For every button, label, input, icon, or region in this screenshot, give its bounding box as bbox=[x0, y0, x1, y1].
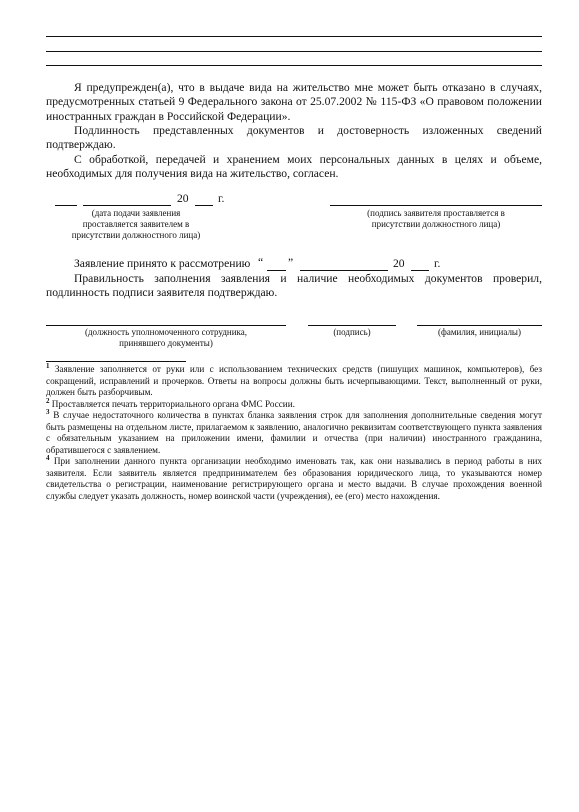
footnote-2 bbox=[46, 396, 542, 411]
footnote-mark: 2 bbox=[46, 396, 50, 405]
footnote-mark: 4 bbox=[46, 453, 50, 462]
footnote-text: Проставляется печать территориального органа ФМС России. bbox=[51, 399, 295, 409]
refusal-warning-text: Я предупрежден(а), что в выдаче вида на жительство мне может быть отказано в случаях, предусмотренных статьей 9 Федерального закона от 25.07.2002 № 115-ФЗ «О правовом положении иностранных граждан в Российской Федерации». bbox=[46, 81, 542, 123]
year-prefix: 20 bbox=[177, 192, 189, 205]
footnote-mark: 3 bbox=[46, 407, 50, 416]
year-field[interactable] bbox=[195, 205, 213, 206]
blank-line-3 bbox=[46, 65, 542, 66]
footnote-mark: 1 bbox=[46, 361, 50, 370]
officer-position-caption: (должность уполномоченного сотрудника, принявшего документы) bbox=[84, 327, 248, 348]
footnote-separator bbox=[46, 361, 186, 362]
verification-statement: Правильность заполнения заявления и наличие необходимых документов проверил, подлинность подписи заявителя подтверждаю. bbox=[46, 272, 542, 300]
footnote-text: В случае недостаточного количества в пунктах бланка заявления строк для заполнения дополнительные сведения могут быть размещены на отдельном листе, прилагаемом к заявлению, аналогично реквизитам соответствующего пункта заявления с обязательным указанием на приложении имени, фамилии и отчества (при наличии) иностранного гражданина, обратившегося с заявлением. bbox=[46, 410, 543, 455]
quote-close: ” bbox=[288, 256, 294, 269]
blank-line-1 bbox=[46, 36, 542, 37]
date-caption: (дата подачи заявления проставляется заявителем в присутствии должностного лица) bbox=[71, 208, 201, 240]
acceptance-label: Заявление принято к рассмотрению bbox=[74, 257, 251, 270]
officer-signature-field[interactable] bbox=[308, 325, 396, 326]
officer-signature-caption: (подпись) bbox=[333, 327, 371, 337]
personal-data-consent: С обработкой, передачей и хранением моих персональных данных в целях и объеме, необходимых для получения вида на жительство, согласен. bbox=[46, 153, 542, 181]
year-suffix: г. bbox=[218, 192, 225, 205]
officer-position-field[interactable] bbox=[46, 325, 286, 326]
footnote-4 bbox=[46, 453, 543, 502]
footnote-text: Заявление заполняется от руки или с использованием технических средств (пишущих машинок, компьютеров), без сокращений, исправлений и прочерков. Ответы на вопросы должны быть исчерпывающими. Текст, выполненный от руки, должен быть разборчивым. bbox=[46, 364, 542, 398]
acceptance-year-suffix: г. bbox=[434, 257, 441, 270]
acceptance-day-field[interactable] bbox=[267, 270, 286, 271]
officer-name-field[interactable] bbox=[417, 325, 542, 326]
applicant-signature-field[interactable] bbox=[330, 205, 542, 206]
month-field[interactable] bbox=[83, 205, 171, 206]
footnote-text: При заполнении данного пункта организации необходимо именовать так, как они назывались в период работы в них заявителя. Если заявитель является предпринимателем без образования юридического лица, то указываются номер свидетельства о регистрации, наименование регистрирующего органа и место выдачи. В случае прохождения военной службы следует указать должность, номер воинской части (учреждения), ее (его) место нахождения. bbox=[46, 456, 543, 501]
footnote-3 bbox=[46, 407, 543, 456]
acceptance-month-field[interactable] bbox=[300, 270, 388, 271]
authenticity-statement: Подлинность представленных документов и достоверность изложенных сведений подтверждаю. bbox=[46, 124, 542, 152]
applicant-signature-caption: (подпись заявителя проставляется в присутствии должностного лица) bbox=[367, 208, 505, 229]
day-field[interactable] bbox=[55, 205, 77, 206]
quote-open: “ bbox=[258, 256, 264, 269]
footnote-1 bbox=[46, 361, 542, 399]
acceptance-year-field[interactable] bbox=[411, 270, 429, 271]
blank-line-2 bbox=[46, 51, 542, 52]
acceptance-year-prefix: 20 bbox=[393, 257, 405, 270]
officer-name-caption: (фамилия, инициалы) bbox=[438, 327, 521, 337]
